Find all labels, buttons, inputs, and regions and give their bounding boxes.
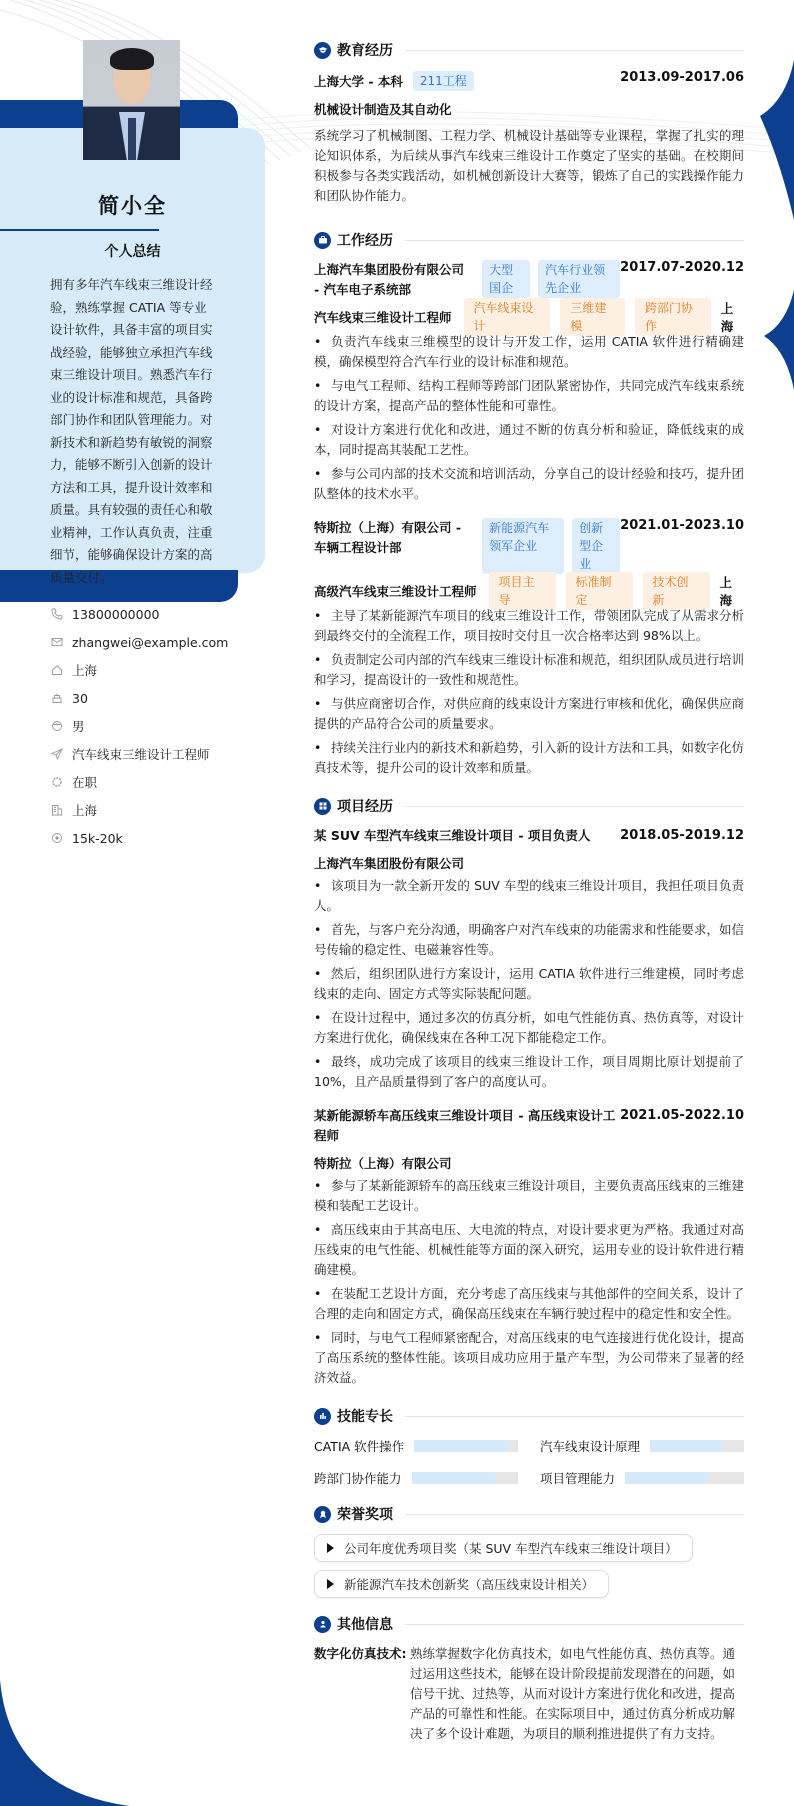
contact-age: 30: [50, 684, 270, 712]
project-bullet: • 同时，与电气工程师紧密配合，对高压线束的电气连接进行优化设计，提高了高压系统的整体性能。该项目成功应用于量产车型，为公司带来了显著的经济效益。: [314, 1328, 744, 1388]
skill-bar: [625, 1472, 744, 1484]
project-entry: [314, 1106, 744, 1388]
work-bullet: • 负责汽车线束三维模型的设计与开发工作，运用 CATIA 软件进行精确建模，确保模型符合汽车行业的设计标准和规范。: [314, 332, 744, 372]
status-icon: [50, 775, 64, 789]
work-company: 特斯拉（上海）有限公司 - 车辆工程设计部: [314, 520, 462, 555]
project-title: 某新能源轿车高压线束三维设计项目 - 高压线束设计工程师: [314, 1108, 616, 1143]
award-item[interactable]: 新能源汽车技术创新奖（高压线束设计相关）: [314, 1570, 609, 1598]
section-education-header: 教育经历: [314, 36, 744, 64]
company-tag: 汽车行业领先企业: [538, 260, 620, 298]
name-divider: [0, 229, 159, 231]
work-date: 2021.01-2023.10: [620, 518, 744, 533]
skill-item: 项目管理能力: [540, 1468, 744, 1488]
section-other-header: 其他信息: [314, 1610, 744, 1638]
contact-list: [50, 600, 270, 852]
project-bullet: • 最终，成功完成了该项目的线束三维设计工作，项目周期比原计划提前了 10%，且产品质量得到了客户的高度认可。: [314, 1052, 744, 1092]
project-bullet: • 参与了某新能源轿车的高压线束三维设计项目，主要负责高压线束的三维建模和装配工艺设计。: [314, 1176, 744, 1216]
education-description: 系统学习了机械制图、工程力学、机械设计基础等专业课程，掌握了扎实的理论知识体系，为后续从事汽车线束三维设计工作奠定了坚实的基础。在校期间积极参与各类实践活动，如机械创新设计大赛等，锻炼了自己的实践操作能力和团队协作能力。: [314, 128, 744, 203]
company-tag: 大型国企: [482, 260, 530, 298]
info-icon: [314, 1616, 331, 1633]
contact-status: 在职: [50, 768, 270, 796]
skill-bar: [414, 1440, 518, 1452]
section-awards-header: 荣誉奖项: [314, 1500, 744, 1528]
work-company: 上海汽车集团股份有限公司 - 汽车电子系统部: [314, 262, 465, 297]
contact-salary: 15k-20k: [50, 824, 270, 852]
work-entry: [314, 518, 744, 778]
project-bullet: • 在设计过程中，通过多次的仿真分析，如电气性能仿真、热仿真等，对设计方案进行优化，确保线束在各种工况下都能稳定工作。: [314, 1008, 744, 1048]
skill-item: 跨部门协作能力: [314, 1468, 518, 1488]
main-content: [314, 36, 744, 1744]
project-date: 2021.05-2022.10: [620, 1108, 744, 1123]
education-school: 上海大学 - 本科: [314, 74, 403, 89]
work-bullet: • 持续关注行业内的新技术和新趋势，引入新的设计方法和工具，如数字化仿真技术等，提升公司的设计效率和质量。: [314, 738, 744, 778]
company-tag: 新能源汽车领军企业: [482, 518, 564, 574]
contact-location: 上海: [50, 656, 270, 684]
award-icon: [314, 1506, 331, 1523]
awards-list: [314, 1534, 744, 1606]
project-entry: [314, 826, 744, 1092]
bar-chart-icon: [314, 1408, 331, 1425]
mail-icon: [50, 635, 64, 649]
skill-bar: [412, 1472, 518, 1484]
other-info-label: 数字化仿真技术:: [314, 1646, 407, 1661]
work-bullet: • 参与公司内部的技术交流和培训活动，分享自己的设计经验和技巧，提升团队整体的技术水平。: [314, 464, 744, 504]
education-major: 机械设计制造及其自动化: [314, 102, 452, 117]
project-date: 2018.05-2019.12: [620, 828, 744, 843]
role-tag: 跨部门协作: [635, 298, 711, 336]
role-tag: 三维建模: [560, 298, 625, 336]
contact-phone: 13800000000: [50, 600, 270, 628]
summary-title: 个人总结: [104, 244, 161, 260]
role-tag: 汽车线束设计: [464, 298, 551, 336]
work-role: 高级汽车线束三维设计工程师: [314, 584, 477, 599]
other-info-text: 熟练掌握数字化仿真技术，如电气性能仿真、热仿真等。通过运用这些技术，能够在设计阶段提前发现潜在的问题，如信号干扰、过热等，从而对设计方案进行优化和改进，提高产品的可靠性和性能。在实际项目中，通过仿真分析成功解决了多个设计难题，为项目的顺利推进提供了有力支持。: [410, 1646, 736, 1741]
triangle-right-icon: [327, 1579, 334, 1589]
gender-icon: [50, 719, 64, 733]
building-icon: [50, 803, 64, 817]
work-city: 上海: [720, 301, 734, 334]
decorative-right-shape: [760, 60, 794, 220]
avatar: [83, 40, 180, 160]
contact-position: 汽车线束三维设计工程师: [50, 740, 270, 768]
work-date: 2017.07-2020.12: [620, 260, 744, 275]
send-icon: [50, 747, 64, 761]
decorative-right-shape: [764, 290, 794, 390]
company-tag: 创新型企业: [572, 518, 620, 574]
phone-icon: [50, 607, 64, 621]
project-bullet: • 然后，组织团队进行方案设计，运用 CATIA 软件进行三维建模，同时考虑线束的走向、固定方式等实际装配问题。: [314, 964, 744, 1004]
skill-bar: [650, 1440, 744, 1452]
section-skills-header: 技能专长: [314, 1402, 744, 1430]
age-icon: [50, 691, 64, 705]
role-tag: 标准制定: [566, 572, 633, 610]
contact-gender: 男: [50, 712, 270, 740]
contact-work-city: 上海: [50, 796, 270, 824]
skill-item: CATIA 软件操作: [314, 1436, 518, 1456]
skills-grid: [314, 1436, 744, 1488]
project-bullet: • 在装配工艺设计方面，充分考虑了高压线束与其他部件的空间关系，设计了合理的走向和固定方式，确保高压线束在车辆行驶过程中的稳定性和安全性。: [314, 1284, 744, 1324]
project-company: 上海汽车集团股份有限公司: [314, 856, 465, 871]
candidate-name: 简小全: [98, 194, 167, 218]
other-info-item: [314, 1644, 744, 1744]
summary-text: 拥有多年汽车线束三维设计经验，熟练掌握 CATIA 等专业设计软件，具备丰富的项目实战经验，能够独立承担汽车线束三维设计项目。熟悉汽车行业的设计标准和规范，具备跨部门协作和团队管理能力。对新技术和新趋势有敏锐的洞察力，能够不断引入创新的设计方法和工具，提升设计效率和质量。具有较强的责任心和敬业精神，工作认真负责，注重细节，能够确保设计方案的高质量交付。: [50, 277, 213, 585]
award-item[interactable]: 公司年度优秀项目奖（某 SUV 车型汽车线束三维设计项目）: [314, 1534, 693, 1562]
work-bullet: • 负责制定公司内部的汽车线束三维设计标准和规范，组织团队成员进行培训和学习，提高设计的一致性和规范性。: [314, 650, 744, 690]
work-city: 上海: [719, 575, 733, 608]
section-work-header: 工作经历: [314, 226, 744, 254]
home-icon: [50, 663, 64, 677]
salary-icon: [50, 831, 64, 845]
education-entry: [314, 70, 744, 206]
work-role: 汽车线束三维设计工程师: [314, 310, 452, 325]
work-bullet: • 与供应商密切合作，对供应商的线束设计方案进行审核和优化，确保供应商提供的产品符合公司的质量要求。: [314, 694, 744, 734]
section-projects-header: 项目经历: [314, 792, 744, 820]
contact-email: zhangwei@example.com: [50, 628, 270, 656]
education-date: 2013.09-2017.06: [620, 70, 744, 85]
education-tag: 211工程: [413, 71, 474, 91]
graduation-cap-icon: [314, 42, 331, 59]
skill-item: 汽车线束设计原理: [540, 1436, 744, 1456]
project-bullet: • 高压线束由于其高电压、大电流的特点，对设计要求更为严格。我通过对高压线束的电气性能、机械性能等方面的深入研究，运用专业的设计软件进行精确建模。: [314, 1220, 744, 1280]
project-company: 特斯拉（上海）有限公司: [314, 1156, 452, 1171]
project-title: 某 SUV 车型汽车线束三维设计项目 - 项目负责人: [314, 828, 591, 843]
project-bullet: • 该项目为一款全新开发的 SUV 车型的线束三维设计项目，我担任项目负责人。: [314, 876, 744, 916]
work-bullet: • 主导了某新能源汽车项目的线束三维设计工作，带领团队完成了从需求分析到最终交付的全流程工作，项目按时交付且一次合格率达到 98%以上。: [314, 606, 744, 646]
project-bullet: • 首先，与客户充分沟通，明确客户对汽车线束的功能需求和性能要求，如信号传输的稳定性、电磁兼容性等。: [314, 920, 744, 960]
work-bullet: • 与电气工程师、结构工程师等跨部门团队紧密协作，共同完成汽车线束系统的设计方案，提高产品的整体性能和可靠性。: [314, 376, 744, 416]
grid-icon: [314, 798, 331, 815]
role-tag: 技术创新: [643, 572, 710, 610]
role-tag: 项目主导: [489, 572, 556, 610]
triangle-right-icon: [327, 1543, 334, 1553]
decorative-corner-shape: [0, 1680, 130, 1806]
work-bullet: • 对设计方案进行优化和改进，通过不断的仿真分析和验证，降低线束的成本，同时提高其装配工艺性。: [314, 420, 744, 460]
work-entry: [314, 260, 744, 504]
briefcase-icon: [314, 232, 331, 249]
